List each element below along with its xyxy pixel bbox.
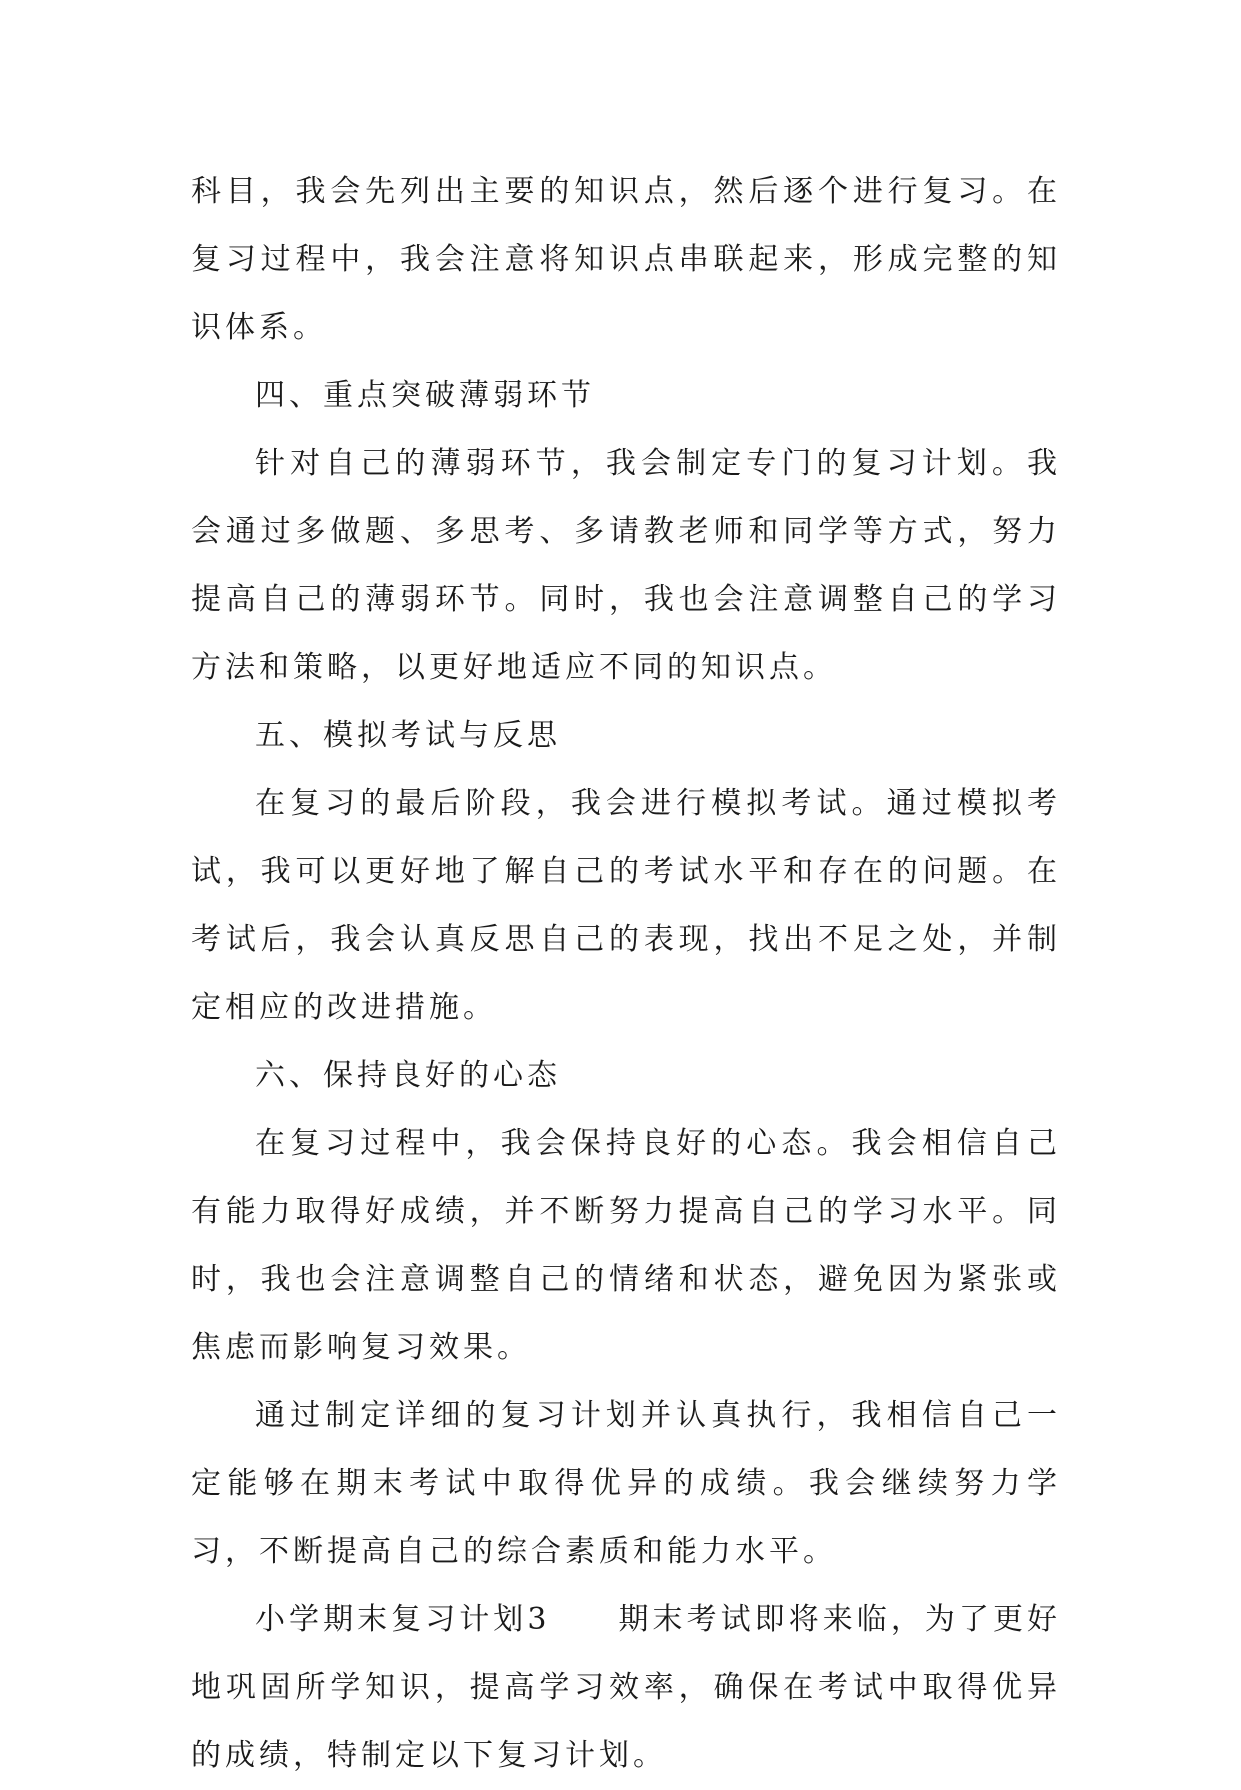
paragraph-plan-3-intro: 小学期末复习计划3 期末考试即将来临，为了更好地巩固所学知识，提高学习效率，确保在考试中取得优异的成绩，特制定以下复习计划。 [191,1602,1061,1773]
paragraph-weak-points: 针对自己的薄弱环节，我会制定专门的复习计划。我会通过多做题、多思考、多请教老师和同学等方式，努力提高自己的薄弱环节。同时，我也会注意调整自己的学习方法和策略，以更好地适应不同的知识点。 [191,446,1061,685]
paragraph-mindset: 在复习过程中，我会保持良好的心态。我会相信自己有能力取得好成绩，并不断努力提高自己的学习水平。同时，我也会注意调整自己的情绪和状态，避免因为紧张或焦虑而影响复习效果。 [191,1126,1061,1365]
paragraph-conclusion: 通过制定详细的复习计划并认真执行，我相信自己一定能够在期末考试中取得优异的成绩。我会继续努力学习，不断提高自己的综合素质和能力水平。 [191,1398,1061,1569]
paragraph-mock-exam: 在复习的最后阶段，我会进行模拟考试。通过模拟考试，我可以更好地了解自己的考试水平和存在的问题。在考试后，我会认真反思自己的表现，找出不足之处，并制定相应的改进措施。 [191,786,1061,1025]
paragraph-continued: 科目，我会先列出主要的知识点，然后逐个进行复习。在复习过程中，我会注意将知识点串联起来，形成完整的知识体系。 [191,174,1061,345]
section-heading-4: 四、重点突破薄弱环节 [255,378,595,413]
section-heading-5: 五、模拟考试与反思 [255,718,561,753]
section-heading-6: 六、保持良好的心态 [255,1058,561,1093]
document-body [191,158,1061,1790]
